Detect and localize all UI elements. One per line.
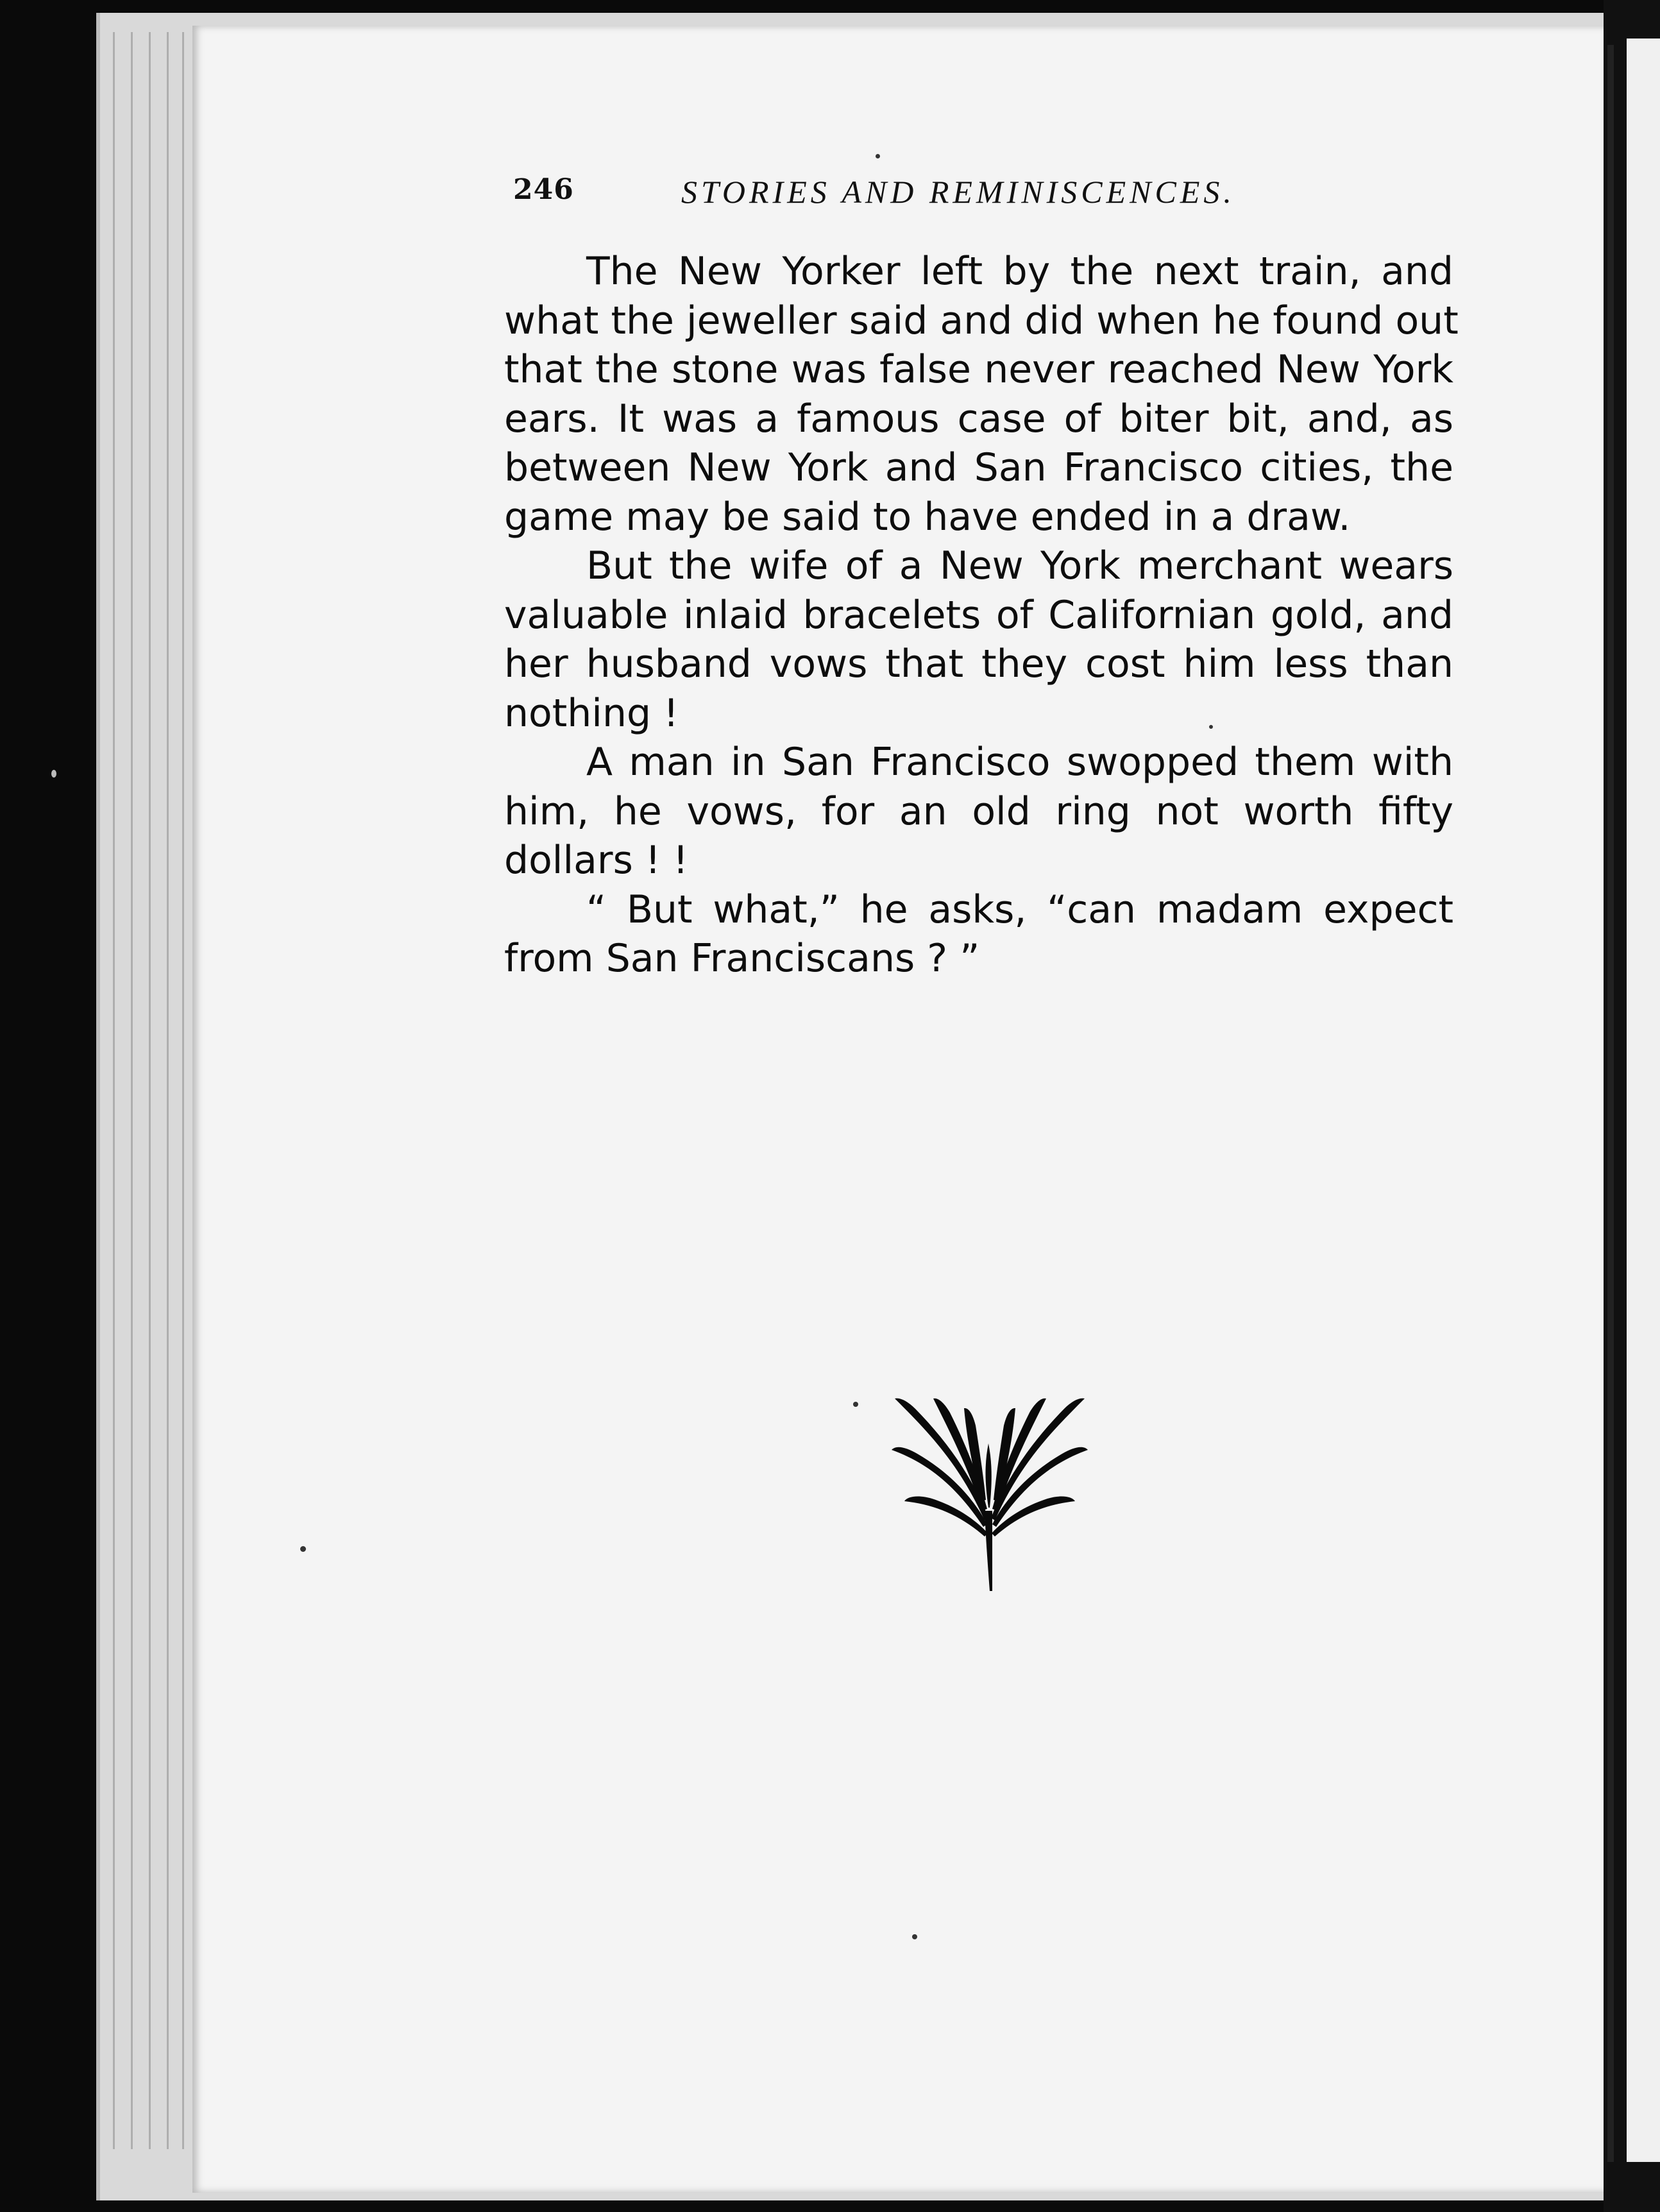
paragraph bbox=[504, 247, 1459, 541]
paragraph bbox=[504, 738, 1453, 885]
scan-speck bbox=[912, 1934, 917, 1939]
next-page-edge bbox=[1627, 38, 1660, 2162]
text-line: But the wife of a New York merchant wears bbox=[586, 543, 1453, 588]
text-line: The New Yorker left by the next train, and bbox=[586, 249, 1453, 294]
text-line: game may be said to have ended in a draw. bbox=[504, 494, 1351, 540]
text-line: him, he vows, for an old ring not worth fifty bbox=[504, 788, 1453, 834]
scan-speck bbox=[1209, 725, 1213, 729]
binding-line bbox=[1607, 45, 1614, 2162]
page-number: 246 bbox=[513, 173, 574, 206]
paragraph bbox=[504, 885, 1453, 983]
text-line: her husband vows that they cost him less than bbox=[504, 642, 1453, 686]
running-head-title: STORIES AND REMINISCENCES. bbox=[681, 174, 1235, 210]
text-line: nothing ! bbox=[504, 690, 679, 736]
page-edge-line bbox=[182, 32, 184, 2149]
floral-ornament-icon bbox=[882, 1373, 1100, 1597]
text-line: from San Franciscans ? ” bbox=[504, 936, 980, 981]
text-line: what the jeweller said and did when he found out bbox=[504, 298, 1459, 343]
scan-speck bbox=[876, 154, 880, 158]
text-line: dollars ! ! bbox=[504, 838, 689, 883]
scan-speck bbox=[51, 770, 56, 778]
scan-speck bbox=[853, 1402, 858, 1407]
text-line: ears. It was a famous case of biter bit, and, as bbox=[504, 396, 1453, 441]
page-edge-line bbox=[113, 32, 115, 2149]
paragraph bbox=[504, 541, 1453, 738]
text-line: A man in San Francisco swopped them with bbox=[586, 740, 1453, 785]
page-edge-line bbox=[167, 32, 169, 2149]
page-edge-line bbox=[131, 32, 133, 2149]
running-head bbox=[513, 173, 1450, 225]
page-edge-line bbox=[149, 32, 151, 2149]
body-text bbox=[504, 247, 1459, 983]
text-line: between New York and San Francisco cities, the bbox=[504, 445, 1453, 490]
text-line: valuable inlaid bracelets of Californian gold, and bbox=[504, 592, 1453, 638]
scan-speck bbox=[300, 1546, 306, 1552]
text-line: “ But what,” he asks, “can madam expect bbox=[586, 887, 1453, 932]
text-line: that the stone was false never reached New York bbox=[504, 347, 1453, 392]
